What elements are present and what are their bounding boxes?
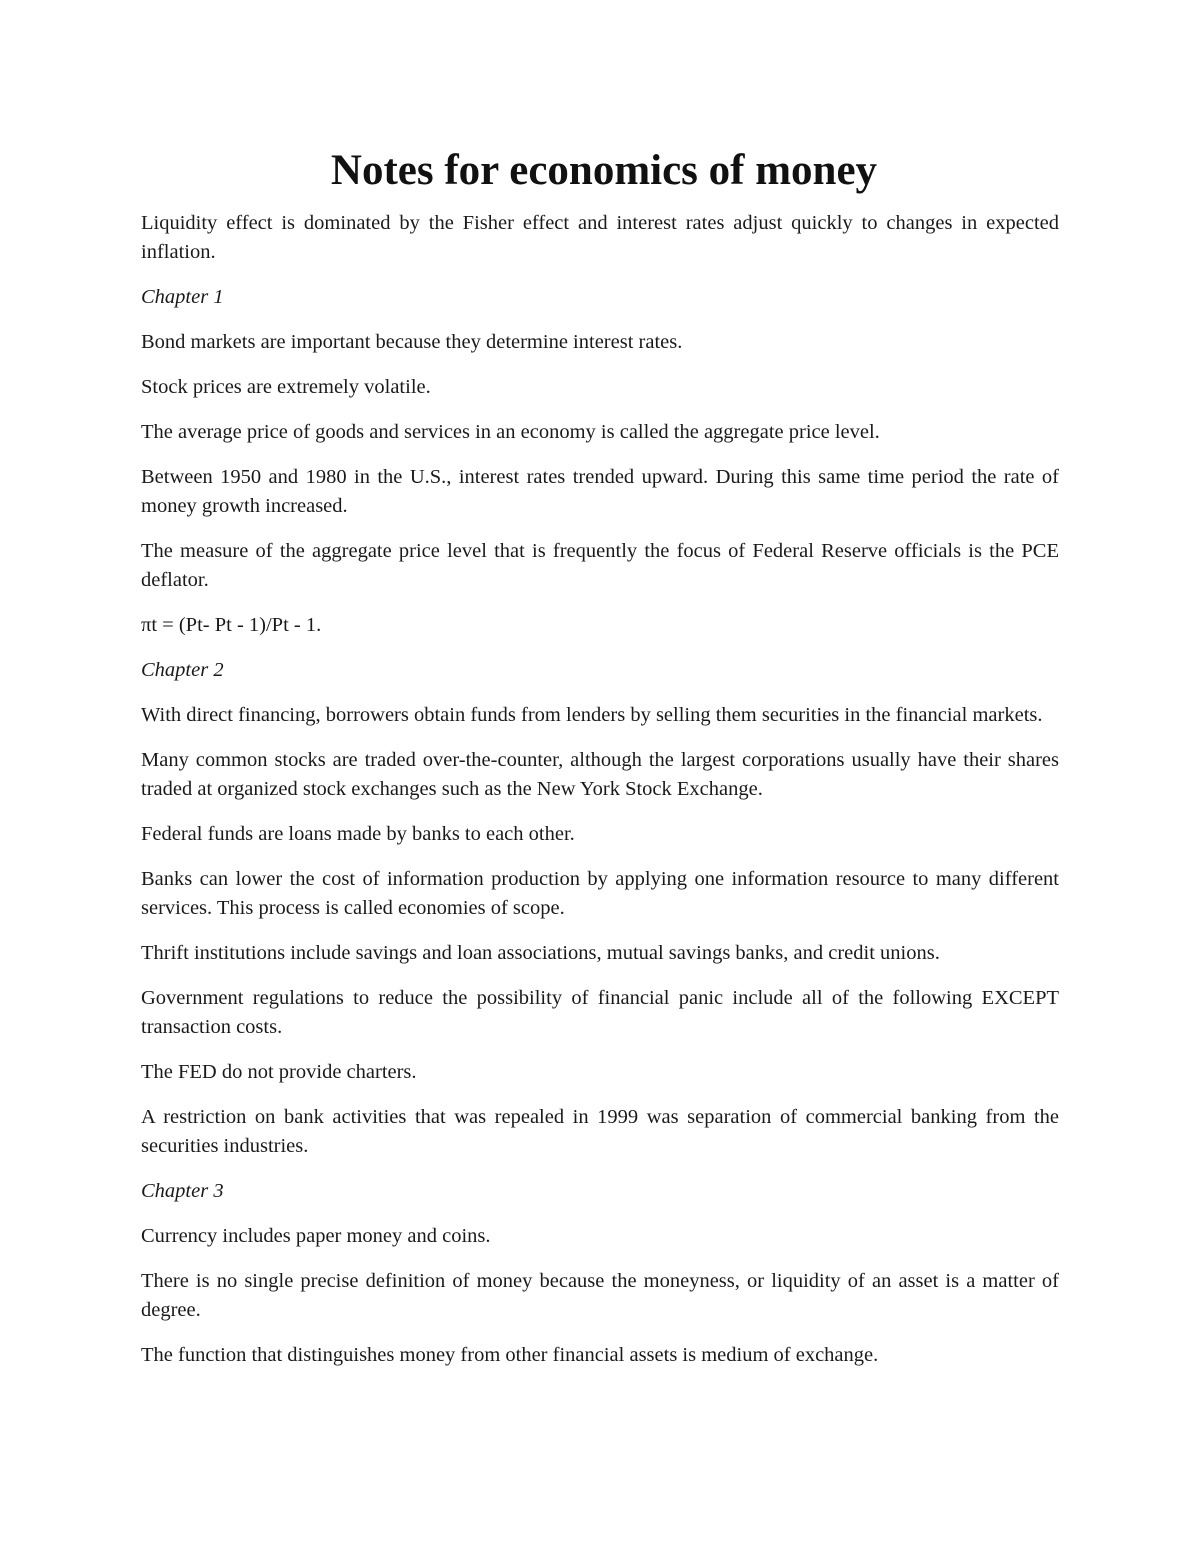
chapter-heading: Chapter 2	[141, 659, 224, 681]
paragraph: Stock prices are extremely volatile.	[141, 376, 431, 398]
paragraph: Federal funds are loans made by banks to each other.	[141, 823, 575, 845]
paragraph: Currency includes paper money and coins.	[141, 1225, 491, 1247]
paragraph: The measure of the aggregate price level that is frequently the focus of Federal Reserve officials is the PCE deflator.	[141, 540, 1059, 591]
paragraph: With direct financing, borrowers obtain funds from lenders by selling them securities in the financial markets.	[141, 704, 1043, 726]
chapter-heading: Chapter 1	[141, 286, 224, 308]
paragraph: The function that distinguishes money from other financial assets is medium of exchange.	[141, 1344, 879, 1366]
document-page	[141, 140, 1059, 1386]
paragraph: A restriction on bank activities that was repealed in 1999 was separation of commercial banking from the securities industries.	[141, 1106, 1059, 1157]
document-body	[141, 209, 1059, 1370]
paragraph: Many common stocks are traded over-the-counter, although the largest corporations usually have their shares traded at organized stock exchanges such as the New York Stock Exchange.	[141, 749, 1059, 800]
paragraph: There is no single precise definition of money because the moneyness, or liquidity of an asset is a matter of degree.	[141, 1270, 1059, 1321]
paragraph: Between 1950 and 1980 in the U.S., interest rates trended upward. During this same time period the rate of money growth increased.	[141, 466, 1059, 517]
paragraph: Bond markets are important because they determine interest rates.	[141, 331, 683, 353]
paragraph: Thrift institutions include savings and loan associations, mutual savings banks, and credit unions.	[141, 942, 940, 964]
chapter-heading: Chapter 3	[141, 1180, 224, 1202]
paragraph: The average price of goods and services in an economy is called the aggregate price level.	[141, 421, 880, 443]
paragraph: Government regulations to reduce the possibility of financial panic include all of the following EXCEPT transaction costs.	[141, 987, 1059, 1038]
paragraph: Banks can lower the cost of information production by applying one information resource to many different services. This process is called economies of scope.	[141, 868, 1059, 919]
paragraph: Liquidity effect is dominated by the Fisher effect and interest rates adjust quickly to changes in expected inflation.	[141, 212, 1059, 263]
paragraph: The FED do not provide charters.	[141, 1061, 417, 1083]
document-title: Notes for economics of money	[330, 147, 878, 194]
formula-paragraph: πt = (Pt- Pt - 1)/Pt - 1.	[141, 614, 322, 636]
